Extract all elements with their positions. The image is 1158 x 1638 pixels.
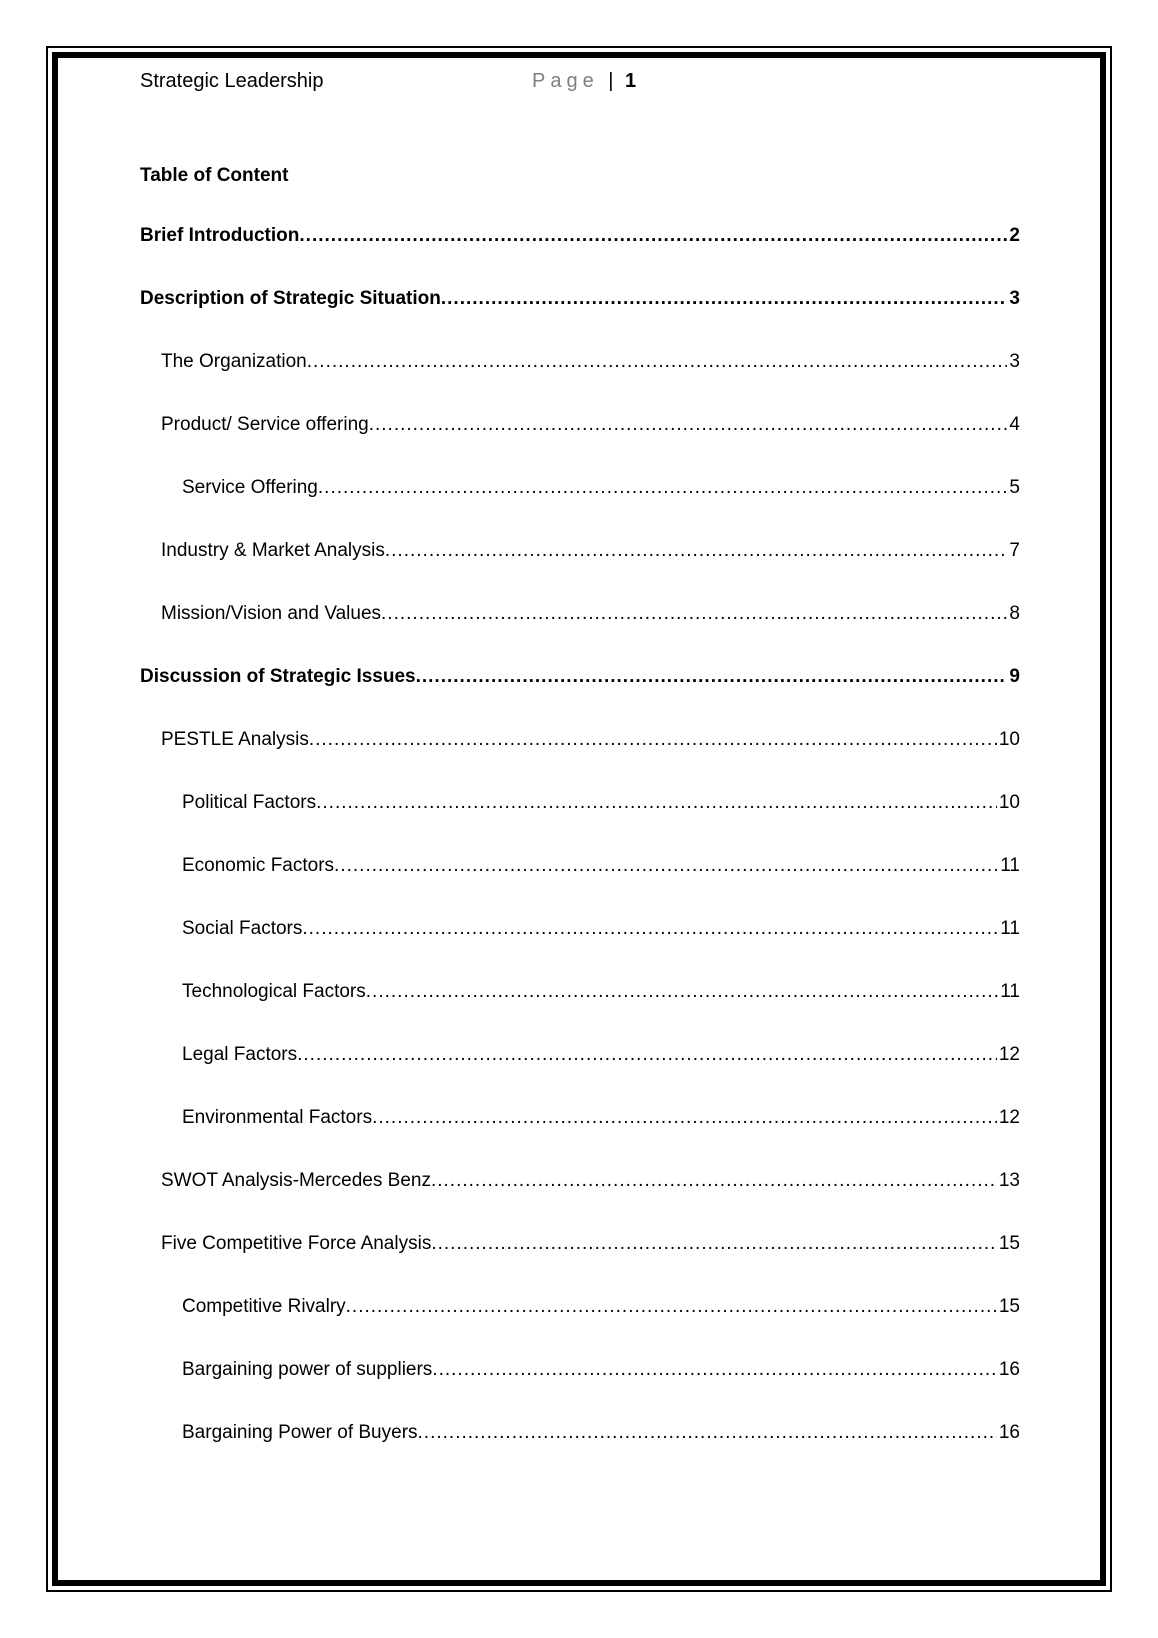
toc-heading: Table of Content [140,165,289,186]
toc-entry-page: 13 [998,1170,1020,1191]
toc-entry[interactable] [140,1170,1020,1233]
toc-entry[interactable] [140,1296,1020,1359]
toc-dot-leader [385,540,1008,562]
toc-entry-page: 3 [1009,288,1020,309]
toc-entry[interactable] [140,1233,1020,1296]
toc-entry-label: SWOT Analysis-Mercedes Benz [161,1170,431,1191]
toc-entry-label: Description of Strategic Situation [140,288,441,309]
toc-dot-leader [441,288,1008,310]
toc-entry-label: Political Factors [182,792,317,813]
toc-entry-label: Bargaining Power of Buyers [182,1422,418,1443]
document-title: Strategic Leadership [140,70,324,92]
toc-entry[interactable] [140,225,1020,288]
toc-dot-leader [369,414,1008,436]
toc-entry-label: Brief Introduction [140,225,300,246]
toc-entry[interactable] [140,729,1020,792]
toc-entry[interactable] [140,1044,1020,1107]
toc-dot-leader [334,855,998,877]
toc-entry-page: 11 [1000,855,1020,876]
toc-dot-leader [372,1107,997,1129]
toc-entry-label: The Organization [161,351,307,372]
toc-entry-label: Technological Factors [182,981,366,1002]
toc-dot-leader [316,792,997,814]
toc-entry-page: 7 [1009,540,1020,561]
toc-dot-leader [309,729,997,751]
toc-entry-page: 12 [998,1107,1020,1128]
page-indicator [532,70,636,93]
toc-entry[interactable] [140,351,1020,414]
toc-entry-label: Economic Factors [182,855,335,876]
page-header [140,68,1018,96]
toc-entry-label: Social Factors [182,918,303,939]
toc-dot-leader [432,1359,997,1381]
toc-entry-page: 15 [998,1233,1020,1254]
toc-entry-label: Competitive Rivalry [182,1296,346,1317]
toc-entry[interactable] [140,477,1020,540]
toc-dot-leader [302,918,998,940]
toc-entry-page: 16 [998,1359,1020,1380]
toc-dot-leader [318,477,1008,499]
toc-entry[interactable] [140,792,1020,855]
toc-entry[interactable] [140,981,1020,1044]
toc-entry[interactable] [140,1359,1020,1422]
toc-entry-page: 10 [998,792,1020,813]
toc-entry-label: Legal Factors [182,1044,298,1065]
toc-entry-label: Discussion of Strategic Issues [140,666,416,687]
toc-entry[interactable] [140,603,1020,666]
toc-entry-label: Five Competitive Force Analysis [161,1233,432,1254]
toc-dot-leader [416,666,1008,688]
toc-entry-page: 9 [1009,666,1020,687]
toc-entry-page: 10 [998,729,1020,750]
toc-entry-label: Environmental Factors [182,1107,373,1128]
toc-dot-leader [299,225,1007,247]
page-separator: | [608,70,614,92]
toc-dot-leader [307,351,1008,373]
toc-entry[interactable] [140,666,1020,729]
toc-entry[interactable] [140,540,1020,603]
toc-entry[interactable] [140,1422,1020,1485]
toc-dot-leader [366,981,999,1003]
toc-entry-label: Product/ Service offering [161,414,369,435]
toc-dot-leader [431,1233,997,1255]
toc-entry-page: 16 [998,1422,1020,1443]
toc-entry-label: Bargaining power of suppliers [182,1359,433,1380]
toc-entry-label: Mission/Vision and Values [161,603,382,624]
toc-entry[interactable] [140,288,1020,351]
toc-dot-leader [297,1044,997,1066]
toc-entry-page: 11 [1000,981,1020,1002]
toc-entry[interactable] [140,918,1020,981]
table-of-contents [140,225,1020,1485]
toc-entry-label: Service Offering [182,477,318,498]
toc-entry-page: 3 [1009,351,1020,372]
toc-dot-leader [418,1422,997,1444]
toc-entry-label: PESTLE Analysis [161,729,309,750]
toc-entry[interactable] [140,855,1020,918]
toc-dot-leader [381,603,1007,625]
toc-entry-page: 5 [1009,477,1020,498]
toc-entry-page: 2 [1009,225,1020,246]
toc-dot-leader [431,1170,997,1192]
toc-dot-leader [346,1296,997,1318]
toc-entry-page: 12 [998,1044,1020,1065]
toc-entry-page: 11 [1000,918,1020,939]
page-number: 1 [625,70,637,92]
toc-entry[interactable] [140,414,1020,477]
toc-entry-label: Industry & Market Analysis [161,540,385,561]
toc-entry[interactable] [140,1107,1020,1170]
page-word: Page [532,70,599,92]
toc-entry-page: 15 [998,1296,1020,1317]
toc-entry-page: 4 [1009,414,1020,435]
toc-entry-page: 8 [1009,603,1020,624]
